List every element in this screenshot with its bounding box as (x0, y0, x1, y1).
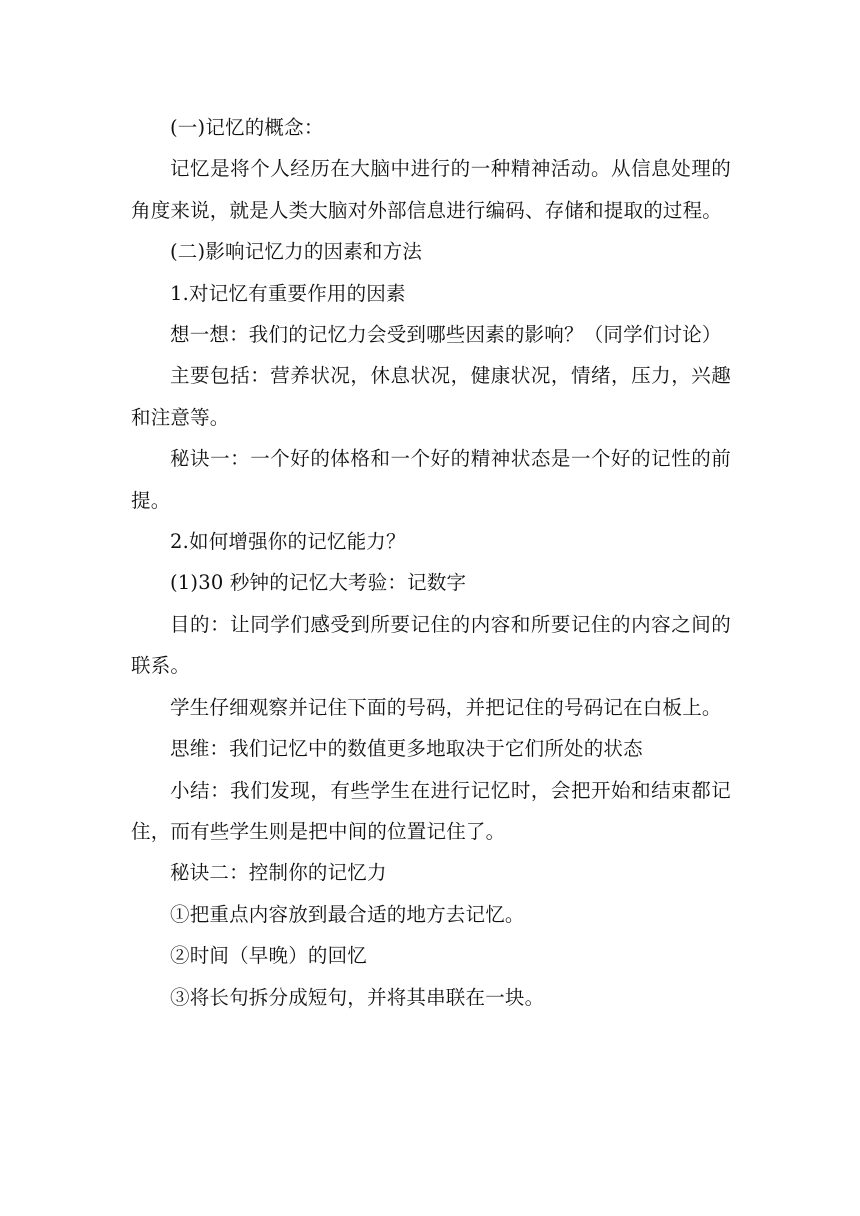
list-item-two: ②时间（早晚）的回忆 (170, 944, 368, 968)
section-heading-factors-methods: (二)影响记忆力的因素和方法 (170, 240, 423, 264)
subheading-enhance-memory: 2.如何增强你的记忆能力？ (170, 530, 406, 554)
section-heading-memory-concept: (一)记忆的概念： (170, 116, 324, 139)
paragraph-summary: 小结：我们发现，有些学生在进行记忆时，会把开始和结束都记住，而有些学生则是把中间的位置记住了。 (131, 778, 731, 843)
list-item-one: ①把重点内容放到最合适的地方去记忆。 (170, 902, 525, 926)
paragraph-number-test: (1)30 秒钟的记忆大考验：记数字 (170, 571, 467, 595)
paragraph-think-question: 想一想：我们的记忆力会受到哪些因素的影响？（同学们讨论） (170, 323, 722, 347)
paragraph-tip-two: 秘诀二：控制你的记忆力 (170, 861, 387, 885)
subheading-important-factors: 1.对记忆有重要作用的因素 (170, 281, 406, 305)
paragraph-thinking: 思维：我们记忆中的数值更多地取决于它们所处的状态 (170, 737, 643, 761)
paragraph-main-factors: 主要包括：营养状况，休息状况，健康状况，情绪，压力，兴趣和注意等。 (131, 364, 731, 429)
paragraph-tip-one: 秘诀一：一个好的体格和一个好的精神状态是一个好的记性的前提。 (131, 447, 731, 512)
paragraph-student-observe: 学生仔细观察并记住下面的号码，并把记住的号码记在白板上。 (170, 695, 722, 719)
list-item-three: ③将长句拆分成短句，并将其串联在一块。 (170, 985, 545, 1009)
paragraph-purpose: 目的：让同学们感受到所要记住的内容和所要记住的内容之间的联系。 (131, 612, 731, 678)
document-page (131, 107, 731, 1018)
paragraph-memory-definition: 记忆是将个人经历在大脑中进行的一种精神活动。从信息处理的角度来说，就是人类大脑对外部信息进行编码、存储和提取的过程。 (131, 157, 731, 222)
